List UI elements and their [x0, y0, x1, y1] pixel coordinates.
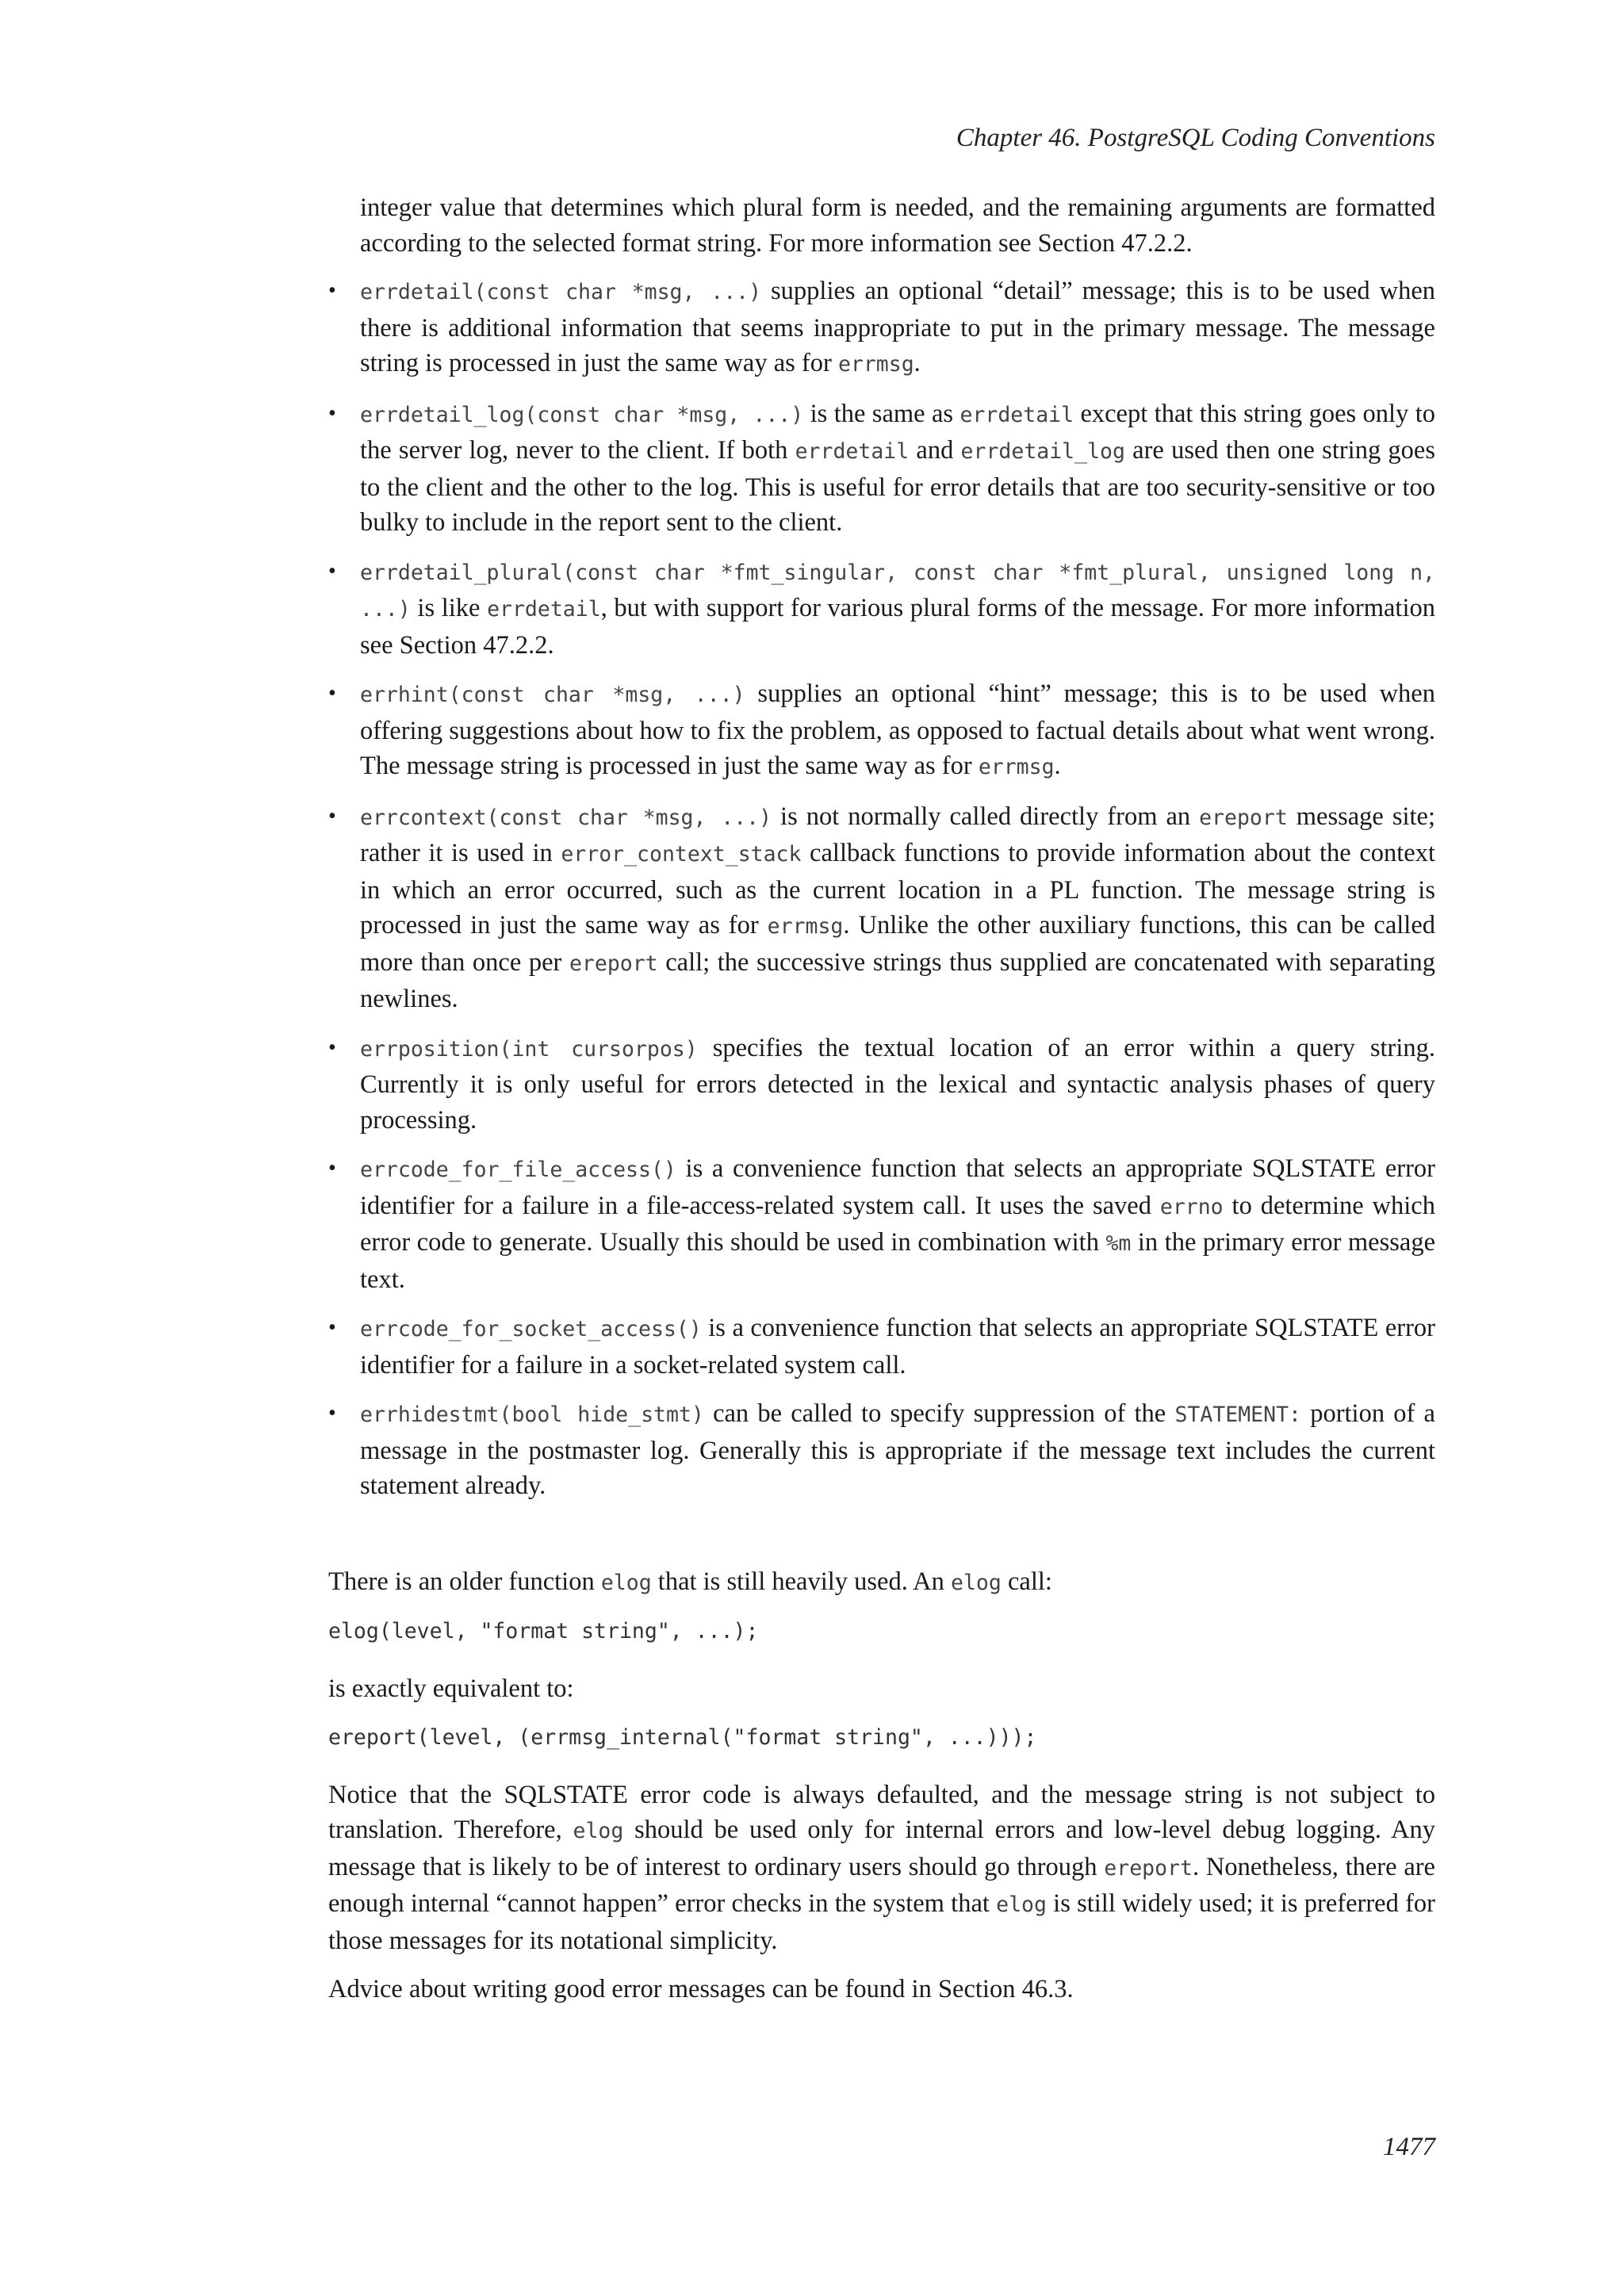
bullet-icon: •	[328, 1401, 336, 1425]
item-text: callback functions to provide information about the context in which an error occurred, such as the current location in a PL function. The message string is processed in just the same way as for	[360, 839, 1435, 939]
inline-code: errmsg	[767, 914, 844, 939]
inline-code: elog	[573, 1819, 624, 1843]
paragraph-text: should be used only for internal errors and low-level debug logging. Any message that is likely to be of interest to ordinary users should go through	[328, 1816, 1435, 1881]
function-signature: errposition(int cursorpos)	[360, 1036, 698, 1062]
page-body	[328, 190, 1435, 2021]
inline-code: elog	[996, 1892, 1047, 1917]
item-text: are used then one string goes to the client and the other to the log. This is useful for error details that are too security-sensitive or too bulky to include in the report sent to the client.	[360, 436, 1435, 537]
inline-code: elog	[951, 1570, 1002, 1595]
page-number: 1477	[1383, 2133, 1435, 2161]
bullet-icon: •	[328, 278, 336, 303]
item-text: is the same as	[803, 399, 960, 428]
item-text: message site; rather it is used in	[360, 802, 1435, 867]
bullet-icon: •	[328, 681, 336, 706]
inline-code: errdetail	[487, 597, 601, 622]
item-text: supplies an optional “detail” message; this is to be used when there is additional information that seems inappropriate to put in the primary message. The message string is processed in just the same way as for	[360, 277, 1435, 377]
inline-code: errdetail	[795, 439, 910, 464]
item-text: .	[1054, 752, 1061, 780]
item-text: portion of a message in the postmaster log. Generally this is appropriate if the message text includes the current statement already.	[360, 1399, 1435, 1500]
inline-code: errno	[1159, 1194, 1224, 1219]
item-text: to determine which error code to generate. Usually this should be used in combination with	[360, 1191, 1435, 1257]
function-signature: errcontext(const char *msg, ...)	[360, 805, 772, 830]
paragraph-text: . Nonetheless, there are enough internal “cannot happen” error checks in the system that	[328, 1852, 1435, 1918]
paragraph-text: Notice that the SQLSTATE error code is always defaulted, and the message string is not subject to translation. Therefore,	[328, 1780, 1435, 1844]
item-text: can be called to specify suppression of the	[703, 1399, 1175, 1428]
function-signature: errhidestmt(bool hide_stmt)	[360, 1402, 704, 1427]
list-item-errhidestmt	[328, 1396, 1435, 1504]
auxiliary-function-list	[328, 274, 1435, 1504]
notice-paragraph	[328, 1777, 1435, 1959]
bullet-icon: •	[328, 400, 336, 426]
list-item-errposition	[328, 1031, 1435, 1138]
bullet-icon: •	[328, 1156, 336, 1181]
function-signature: errdetail(const char *msg, ...)	[360, 280, 762, 304]
code-example-elog: elog(level, "format string", ...);	[328, 1619, 759, 1644]
running-header: Chapter 46. PostgreSQL Coding Conventions	[956, 124, 1435, 152]
function-signature: errcode_for_socket_access()	[360, 1317, 702, 1341]
function-signature: errhint(const char *msg, ...)	[360, 683, 745, 707]
inline-code: errmsg	[837, 352, 914, 377]
inline-code: ereport	[1104, 1855, 1193, 1881]
continued-paragraph: integer value that determines which plural form is needed, and the remaining arguments are formatted according to the selected format string. For more information see Section 47.2.2.	[360, 193, 1435, 258]
item-text: and	[909, 436, 961, 465]
inline-code: errdetail_log	[960, 439, 1125, 464]
paragraph-text: that is still heavily used. An	[651, 1567, 952, 1596]
item-text: is like	[410, 594, 488, 622]
paragraph-text: call:	[1001, 1567, 1052, 1596]
paragraph-text: is still widely used; it is preferred for those messages for its notational simplicity.	[328, 1889, 1435, 1955]
list-item-errdetail-log	[328, 396, 1435, 541]
advice-paragraph: Advice about writing good error messages can be found in Section 46.3.	[328, 1975, 1074, 2003]
function-signature: errcode_for_file_access()	[360, 1158, 676, 1182]
bullet-icon: •	[328, 1315, 336, 1340]
list-item-errcode-for-file-access	[328, 1151, 1435, 1297]
bullet-icon: •	[328, 803, 336, 828]
list-item-errcontext	[328, 799, 1435, 1017]
item-text: except that this string goes only to the server log, never to the client. If both	[360, 399, 1436, 465]
item-text: supplies an optional “hint” message; this is to be used when offering suggestions about how to fix the problem, as opposed to factual details about what went wrong. The message string is processed in just the same way as for	[360, 679, 1435, 780]
bullet-icon: •	[328, 1035, 336, 1060]
inline-code: ereport	[1199, 805, 1288, 830]
item-text: is a convenience function that selects an appropriate SQLSTATE error identifier for a failure in a socket-related system call.	[360, 1314, 1435, 1380]
list-item-errdetail-plural	[328, 554, 1435, 664]
item-text: call; the successive strings thus supplied are concatenated with separating newlines.	[360, 947, 1435, 1013]
code-example-ereport: ereport(level, (errmsg_internal("format string", ...)));	[328, 1724, 1037, 1750]
inline-code: ereport	[569, 951, 658, 976]
inline-code: STATEMENT:	[1174, 1402, 1301, 1427]
function-signature: errdetail_plural(const char *fmt_singular, const char *fmt_plural, unsigned long n, ...)	[360, 560, 1435, 622]
list-item-errhint	[328, 676, 1435, 786]
item-text: .	[914, 349, 921, 377]
item-text: , but with support for various plural forms of the message. For more information see Section 47.2.2.	[360, 594, 1435, 660]
inline-code: %m	[1105, 1231, 1132, 1256]
item-text: is not normally called directly from an	[772, 802, 1200, 831]
inline-code: errdetail	[959, 402, 1074, 427]
elog-paragraph	[328, 1564, 1435, 1601]
inline-code: error_context_stack	[561, 842, 802, 867]
paragraph-text: There is an older function	[328, 1567, 601, 1596]
bullet-icon: •	[328, 558, 336, 584]
item-text: . Unlike the other auxiliary functions, this can be called more than once per	[360, 911, 1435, 977]
item-text: in the primary error message text.	[360, 1228, 1435, 1294]
list-item-errcode-for-socket-access	[328, 1311, 1435, 1383]
equivalent-paragraph: is exactly equivalent to:	[328, 1674, 574, 1703]
inline-code: elog	[600, 1570, 652, 1595]
item-text: is a convenience function that selects an appropriate SQLSTATE error identifier for a failure in a file-access-related system call. It uses the saved	[360, 1154, 1435, 1220]
function-signature: errdetail_log(const char *msg, ...)	[360, 402, 804, 427]
list-item-errdetail	[328, 274, 1435, 383]
item-text: specifies the textual location of an error within a query string. Currently it is only useful for errors detected in the lexical and syntactic analysis phases of query processing.	[360, 1033, 1435, 1135]
inline-code: errmsg	[978, 755, 1055, 779]
